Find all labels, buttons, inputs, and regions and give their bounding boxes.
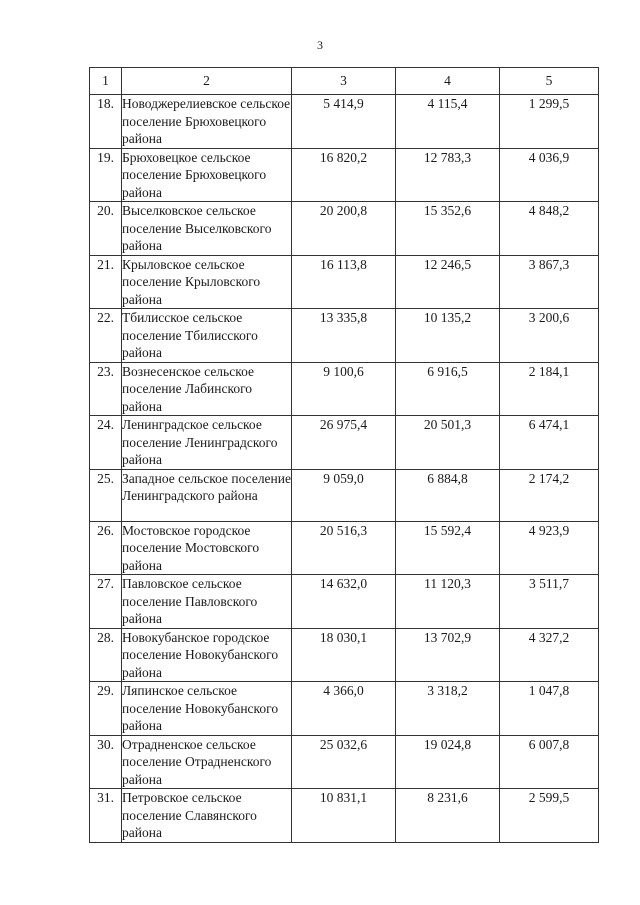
value-col4-cell: 19 024,8 [396,735,500,789]
value-col4-cell: 12 246,5 [396,255,500,309]
table-row [90,469,599,521]
value-col5-cell: 3 200,6 [500,309,599,363]
data-table [89,67,599,843]
table-row [90,628,599,682]
row-number-cell: 25. [90,469,122,521]
value-col3-cell: 5 414,9 [292,95,396,149]
row-number-cell: 24. [90,416,122,470]
table-row [90,95,599,149]
value-col4-cell: 6 884,8 [396,469,500,521]
value-col4-cell: 13 702,9 [396,628,500,682]
settlement-name-cell: Крыловское сельское поселение Крыловского района [122,255,292,309]
value-col5-cell: 3 867,3 [500,255,599,309]
row-number-cell: 21. [90,255,122,309]
value-col3-cell: 16 113,8 [292,255,396,309]
value-col5-cell: 4 848,2 [500,202,599,256]
value-col5-cell: 1 047,8 [500,682,599,736]
value-col4-cell: 15 352,6 [396,202,500,256]
value-col3-cell: 14 632,0 [292,575,396,629]
value-col3-cell: 20 200,8 [292,202,396,256]
row-number-cell: 26. [90,521,122,575]
table-row [90,416,599,470]
settlement-name-cell: Брюховецкое сельское поселение Брюховецкого района [122,148,292,202]
settlement-name-cell: Новокубанское городское поселение Новокубанского района [122,628,292,682]
row-number-cell: 20. [90,202,122,256]
row-number-cell: 29. [90,682,122,736]
value-col3-cell: 18 030,1 [292,628,396,682]
settlement-name-cell: Ленинградское сельское поселение Ленинградского района [122,416,292,470]
table-row [90,575,599,629]
header-cell-1: 1 [90,68,122,95]
value-col3-cell: 10 831,1 [292,789,396,843]
value-col3-cell: 20 516,3 [292,521,396,575]
value-col4-cell: 3 318,2 [396,682,500,736]
value-col4-cell: 12 783,3 [396,148,500,202]
row-number-cell: 31. [90,789,122,843]
table-row [90,682,599,736]
value-col3-cell: 13 335,8 [292,309,396,363]
header-cell-2: 2 [122,68,292,95]
value-col5-cell: 4 923,9 [500,521,599,575]
settlement-name-cell: Отрадненское сельское поселение Отрадненского района [122,735,292,789]
row-number-cell: 28. [90,628,122,682]
settlement-name-cell: Выселковское сельское поселение Выселковского района [122,202,292,256]
table-row [90,789,599,843]
table-row [90,148,599,202]
header-cell-5: 5 [500,68,599,95]
value-col3-cell: 9 100,6 [292,362,396,416]
settlement-name-cell: Мостовское городское поселение Мостовского района [122,521,292,575]
value-col5-cell: 3 511,7 [500,575,599,629]
value-col3-cell: 16 820,2 [292,148,396,202]
header-cell-4: 4 [396,68,500,95]
value-col4-cell: 15 592,4 [396,521,500,575]
table-row [90,521,599,575]
value-col4-cell: 4 115,4 [396,95,500,149]
settlement-name-cell: Ляпинское сельское поселение Новокубанского района [122,682,292,736]
row-number-cell: 19. [90,148,122,202]
settlement-name-cell: Вознесенское сельское поселение Лабинского района [122,362,292,416]
value-col3-cell: 9 059,0 [292,469,396,521]
value-col4-cell: 10 135,2 [396,309,500,363]
table-row [90,362,599,416]
value-col4-cell: 11 120,3 [396,575,500,629]
row-number-cell: 30. [90,735,122,789]
value-col5-cell: 2 599,5 [500,789,599,843]
settlement-name-cell: Петровское сельское поселение Славянского района [122,789,292,843]
row-number-cell: 22. [90,309,122,363]
table-row [90,202,599,256]
value-col3-cell: 26 975,4 [292,416,396,470]
page-number: 3 [317,38,323,52]
value-col5-cell: 1 299,5 [500,95,599,149]
table-row [90,309,599,363]
settlement-name-cell: Тбилисское сельское поселение Тбилисского района [122,309,292,363]
header-cell-3: 3 [292,68,396,95]
row-number-cell: 18. [90,95,122,149]
row-number-cell: 27. [90,575,122,629]
value-col3-cell: 25 032,6 [292,735,396,789]
value-col5-cell: 2 174,2 [500,469,599,521]
row-number-cell: 23. [90,362,122,416]
table-row [90,735,599,789]
settlement-name-cell: Западное сельское поселение Ленинградского района [122,469,292,521]
header-row [90,68,599,95]
settlement-name-cell: Павловское сельское поселение Павловского района [122,575,292,629]
value-col4-cell: 6 916,5 [396,362,500,416]
value-col4-cell: 20 501,3 [396,416,500,470]
value-col5-cell: 2 184,1 [500,362,599,416]
value-col5-cell: 6 007,8 [500,735,599,789]
value-col3-cell: 4 366,0 [292,682,396,736]
value-col5-cell: 4 327,2 [500,628,599,682]
value-col4-cell: 8 231,6 [396,789,500,843]
value-col5-cell: 4 036,9 [500,148,599,202]
value-col5-cell: 6 474,1 [500,416,599,470]
settlement-name-cell: Новоджерелиевское сельское поселение Брюховецкого района [122,96,291,146]
table-row [90,255,599,309]
